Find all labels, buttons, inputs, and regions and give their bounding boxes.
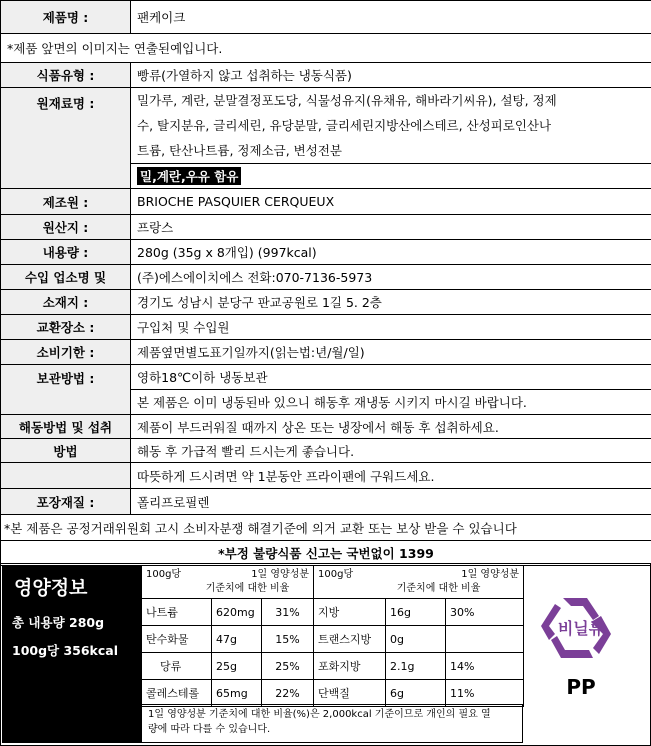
row-exchange	[1, 315, 651, 340]
content-label: 내용량 :	[1, 240, 131, 265]
nutrient-pct: 31%	[262, 599, 314, 626]
nutrient-name: 단백질	[314, 680, 386, 707]
row-manufacturer	[1, 189, 651, 215]
thaw-label-spacer	[1, 463, 131, 489]
nutrient-name: 콜레스테롤	[142, 680, 212, 707]
nutrient-amount: 620mg	[212, 599, 262, 626]
nutrient-pct: 25%	[262, 653, 314, 680]
ingredients-line-3: 트륨, 탄산나트륨, 정제소금, 변성전분	[137, 143, 342, 158]
thaw-label-2: 방법	[1, 439, 131, 463]
product-name-label: 제품명 :	[1, 1, 131, 34]
row-importer-address	[1, 290, 651, 315]
importer-label-1: 수입 업소명 및	[1, 265, 131, 290]
nutrition-header-row	[142, 566, 524, 599]
recycle-triangle-icon	[533, 584, 633, 724]
nutrition-total: 총 내용량 280g	[12, 615, 105, 630]
food-type-value: 빵류(가열하지 않고 섭취하는 냉동식품)	[131, 63, 651, 88]
ingredients-line-2: 수, 탈지분유, 글리세린, 유당분말, 글리세린지방산에스테르, 산성피로인산나	[137, 118, 552, 133]
food-type-label: 식품유형 :	[1, 63, 131, 88]
row-image-notice	[1, 34, 651, 63]
header-left-per: 100g당	[146, 569, 182, 580]
header-right-dv2: 기준치에 대한 비율	[396, 583, 481, 594]
nutrient-amount: 0g	[386, 626, 446, 653]
nutrition-table	[141, 565, 524, 707]
thaw-line-3: 따뜻하게 드시려면 약 1분동안 프라이팬에 구워드세요.	[131, 463, 651, 489]
product-name-value: 팬케이크	[131, 1, 651, 34]
nutrition-header-left	[142, 566, 314, 599]
header-left-dv2: 기준치에 대한 비율	[205, 583, 290, 594]
origin-label: 원산지 :	[1, 215, 131, 240]
nutrient-pct: 15%	[262, 626, 314, 653]
origin-value: 프랑스	[131, 215, 651, 240]
row-thaw-1	[1, 415, 651, 439]
header-right-dv1: 1일 영양성분	[461, 569, 520, 580]
storage-line-1: 영하18℃이하 냉동보관	[131, 365, 651, 390]
nutrition-note-line-1: 1일 영양성분 기준치에 대한 비율(%)은 2,000kcal 기준이므로 개인의 필요 열	[148, 709, 491, 720]
compensation-notice: *본 제품은 공정거래위원회 고시 소비자분쟁 해결기준에 의거 교환 또는 보상 받을 수 있습니다	[1, 515, 651, 541]
ingredients-line-1: 밀가루, 계란, 분말결정포도당, 식물성유지(유채유, 해바라기씨유), 설탕, 정제	[137, 93, 557, 108]
nutrition-summary	[2, 565, 141, 743]
packaging-value: 폴리프로필렌	[131, 489, 651, 515]
row-report	[1, 541, 651, 566]
nutrition-header-right	[314, 566, 524, 599]
nutrient-amount: 2.1g	[386, 653, 446, 680]
nutrient-name: 포화지방	[314, 653, 386, 680]
nutrient-name: 탄수화물	[142, 626, 212, 653]
row-origin	[1, 215, 651, 240]
nutrient-amount: 65mg	[212, 680, 262, 707]
nutrition-panel	[0, 563, 651, 746]
row-expiry	[1, 340, 651, 365]
importer-name: (주)에스에이치에스 전화:070-7136-5973	[131, 265, 651, 290]
nutrient-amount: 47g	[212, 626, 262, 653]
content-value: 280g (35g x 8개입) (997kcal)	[131, 240, 651, 265]
nutrition-row	[142, 680, 524, 707]
ingredients-value	[131, 88, 651, 164]
nutrient-name: 트랜스지방	[314, 626, 386, 653]
row-ingredients	[1, 88, 651, 164]
nutrient-name: 지방	[314, 599, 386, 626]
thaw-line-2: 해동 후 가급적 빨리 드시는게 좋습니다.	[131, 439, 651, 463]
row-thaw-2	[1, 439, 651, 463]
row-packaging	[1, 489, 651, 515]
exchange-label: 교환장소 :	[1, 315, 131, 340]
ingredients-label: 원재료명 :	[1, 88, 131, 189]
header-left-dv1: 1일 영양성분	[251, 569, 310, 580]
recycle-material: 비닐류	[557, 619, 605, 638]
nutrient-amount: 25g	[212, 653, 262, 680]
nutrition-row	[142, 653, 524, 680]
nutrient-pct: 14%	[446, 653, 524, 680]
row-compensation	[1, 515, 651, 541]
row-food-type	[1, 63, 651, 88]
exchange-value: 구입처 및 수입원	[131, 315, 651, 340]
nutrient-amount: 16g	[386, 599, 446, 626]
nutrition-row	[142, 599, 524, 626]
recycle-mark	[533, 584, 633, 724]
nutrient-pct: 30%	[446, 599, 524, 626]
nutrition-note-line-2: 량에 따라 다를 수 있습니다.	[148, 724, 271, 735]
recycle-code: PP	[566, 675, 596, 699]
nutrient-name: 나트륨	[142, 599, 212, 626]
storage-label: 보관방법 :	[1, 365, 131, 415]
report-notice: *부정 불량식품 신고는 국번없이 1399	[1, 541, 651, 566]
row-product-name	[1, 1, 651, 34]
importer-address: 경기도 성남시 분당구 판교공원로 1길 5. 2층	[131, 290, 651, 315]
nutrition-title: 영양정보	[14, 577, 88, 599]
row-content	[1, 240, 651, 265]
nutrient-pct: 22%	[262, 680, 314, 707]
row-importer-name	[1, 265, 651, 290]
header-right-per: 100g당	[318, 569, 354, 580]
nutrient-name: 당류	[142, 653, 212, 680]
nutrient-pct: 11%	[446, 680, 524, 707]
packaging-label: 포장재질 :	[1, 489, 131, 515]
importer-label-2: 소재지 :	[1, 290, 131, 315]
allergens-cell	[131, 164, 651, 189]
expiry-label: 소비기한 :	[1, 340, 131, 365]
nutrient-pct	[446, 626, 524, 653]
row-thaw-3	[1, 463, 651, 489]
thaw-label-1: 해동방법 및 섭취	[1, 415, 131, 439]
nutrition-note	[141, 704, 523, 743]
nutrient-amount: 6g	[386, 680, 446, 707]
row-storage-1	[1, 365, 651, 390]
manufacturer-value: BRIOCHE PASQUIER CERQUEUX	[131, 189, 651, 215]
image-notice: *제품 앞면의 이미지는 연출된예입니다.	[1, 34, 651, 63]
allergen-badge: 밀,계란,우유 함유	[137, 167, 241, 185]
storage-line-2: 본 제품은 이미 냉동된바 있으니 해동후 재냉동 시키지 마시길 바랍니다.	[131, 390, 651, 415]
nutrition-per: 100g당 356kcal	[12, 643, 119, 658]
manufacturer-label: 제조원 :	[1, 189, 131, 215]
nutrition-row	[142, 626, 524, 653]
expiry-value: 제품옆면별도표기일까지(읽는법:년/월/일)	[131, 340, 651, 365]
thaw-line-1: 제품이 부드러워질 때까지 상온 또는 냉장에서 해동 후 섭취하세요.	[131, 415, 651, 439]
